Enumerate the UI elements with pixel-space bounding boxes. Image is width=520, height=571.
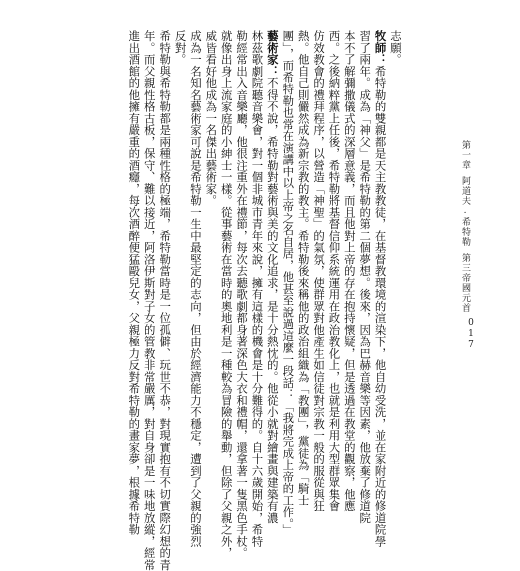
body-text [102,30,403,571]
bold-term: 藝術家： [265,30,280,77]
text-column [127,30,142,536]
column-text: 年。而父親性格古板，保守、難以接近，阿洛伊斯對子女的管教非常嚴厲，對自身卻是一味地放縱，經常 [142,30,157,571]
text-column [342,30,357,512]
column-text: 仿效教會的禮拜程序，以營造「神聖」的氣氛，使群眾對他產生如信徒對宗教一般的服從與狂 [312,30,327,512]
column-text: 本不了解彌撒儀式的深層意義，而且他對上帝的存在抱持懷疑，但是透過在教堂的觀察，他應 [342,30,357,512]
text-column [265,30,280,524]
text-column [358,30,373,524]
text-column [205,30,217,465]
column-text: 成為一名知名藝術家可說是希特勒一生中最堅定的志向，但由於經濟能力不穩定，遭到了父親的強烈 [188,30,203,547]
text-column [390,30,402,465]
column-text: 進出酒館的他擁有嚴重的酒癮，每次酒醉便猛毆兒女，父親極力反對希特勒的畫家夢，根據希特勒 [127,30,142,536]
text-column [174,30,186,465]
bold-term: 牧師： [373,30,388,66]
text-column [219,30,234,559]
text-column [188,30,203,547]
column-text: 熱。他自己則儼然成為新宗教的教主。希特勒後來稱他的政治組織為「教團」，黨徒為「騎士 [296,30,311,507]
text-column [373,30,388,547]
text-column [281,30,296,536]
column-text: 不得不說，希特勒對藝術與美的文化追求，是十分熱忱的。他從小就對繪畫與建築有濃 [265,77,280,524]
column-text: 團」，而希特勒也常在演講中以上帝之名自居，他甚至說過這麼一段話：「我將完成上帝的工作。」 [281,30,296,536]
text-column [250,30,265,547]
book-title: 阿道夫.希特勒 [460,176,470,247]
column-text: 勒經常出入音樂廳，他很注重外在禮節，每次去聽歌劇都身著深色大衣和禮帽，還拿著一隻黑色手杖。 [235,30,250,559]
column-text: 反對。 [173,30,188,66]
text-column [158,30,173,571]
text-column [327,30,342,512]
column-text: 希特勒的雙親都是天主教教徒，在基督教環境的渲染下，他自幼受洗，並在家附近的修道院學 [373,65,388,547]
text-column [235,30,250,559]
column-text: 林茲歌劇院聽音樂會，對一個非城市青年來說，擁有這樣的機會是十分難得的。自十六歲開始，希特 [250,30,265,547]
column-text: 習了兩年。成為「神父」是希特勒的第二個夢想。後來，因為巴赫音樂等因素，他放棄了修道院 [358,30,373,524]
page-number: 017 [466,318,476,351]
text-column [312,30,327,512]
section-title: 第三帝國元首 [460,253,470,313]
column-text: 志願。 [389,30,403,66]
column-text: 西。之後納粹黨上任後，希特勒將基督信仰系統運用在政治教化上，也就是利用大型群眾集會 [327,30,342,512]
column-text: 就像出身上流家庭的小紳士一樣。從事藝術在當時的奧地利是一種較為冒險的舉動，但除了父親之外， [219,30,234,559]
text-column [296,30,311,507]
text-column [142,30,157,571]
column-text: 希特勒與希特勒都是兩種性格的極端，希特勒當時是一位孤僻、玩世不恭，對現實抱有不切實際幻想的青 [158,30,173,571]
running-header [459,140,472,313]
chapter-label: 第一章 [460,140,470,170]
column-text: 威皆看好他成為一名傑出藝術家。 [204,30,219,207]
